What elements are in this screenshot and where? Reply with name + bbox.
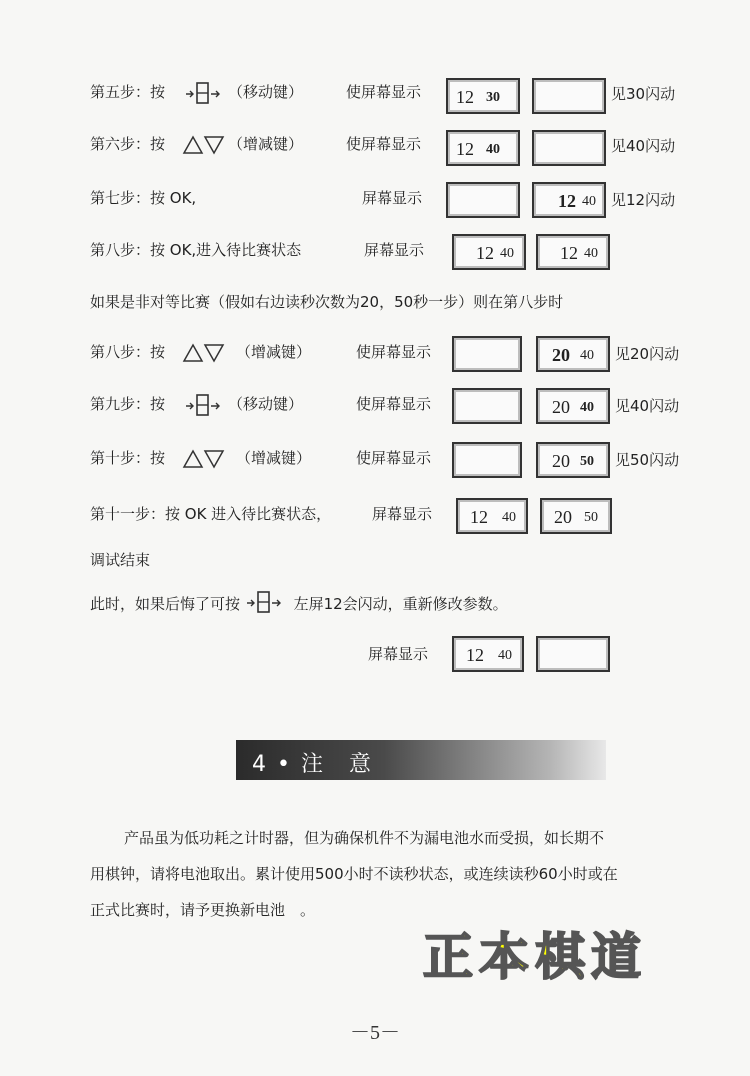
- screen-small: 40: [486, 142, 500, 157]
- screen-big: 12: [558, 191, 576, 211]
- action-text: 使屏幕显示: [356, 395, 432, 413]
- left-screen: [446, 78, 520, 114]
- left-screen: [446, 130, 520, 166]
- action-text: 使屏幕显示: [356, 343, 432, 361]
- right-screen: [536, 636, 610, 672]
- left-screen: [452, 388, 522, 424]
- regret-text-before: 此时，如果后悔了可按: [90, 595, 241, 613]
- action-text: 使屏幕显示: [356, 449, 432, 467]
- flash-note: 见30闪动: [611, 85, 676, 103]
- section-title: 注 意: [300, 752, 373, 777]
- screen-big: 20: [552, 345, 570, 365]
- screen-big: 20: [552, 451, 570, 471]
- screen-small: 40: [500, 246, 514, 261]
- svg-text:正本棋道: 正本棋道: [423, 927, 647, 986]
- asym-step-9-row: [90, 386, 710, 426]
- right-screen: [532, 182, 606, 218]
- move-key-icon: [184, 81, 228, 105]
- page-number: －5－: [350, 1022, 400, 1044]
- key-name: （移动键）: [228, 395, 304, 413]
- regret-line: [90, 590, 710, 614]
- action-text: 屏幕显示: [364, 241, 425, 259]
- flash-note: 见40闪动: [615, 397, 680, 415]
- screen-big: 12: [560, 243, 578, 263]
- screen-small: 40: [582, 194, 596, 209]
- triangle-up-down-icon: [182, 448, 226, 470]
- screen-small: 40: [580, 400, 594, 415]
- key-name: （增减键）: [236, 343, 312, 361]
- screen-big: 12: [466, 645, 484, 665]
- action-text: 屏幕显示: [368, 645, 429, 663]
- screen-small: 40: [584, 246, 598, 261]
- screen-big: 12: [456, 139, 474, 159]
- left-screen: [452, 442, 522, 478]
- right-screen: [532, 78, 606, 114]
- asymmetric-intro: 如果是非对等比赛（假如右边读秒次数为20，50秒一步）则在第八步时: [90, 293, 564, 311]
- notice-line-3: 正式比赛时，请予更换新电池 。: [90, 901, 316, 919]
- right-screen: [536, 442, 610, 478]
- asym-step-11-row: [90, 496, 710, 536]
- screen-big: 20: [552, 397, 570, 417]
- step-label: 第七步：按 OK,: [90, 189, 197, 207]
- screen-big: 12: [456, 87, 474, 107]
- right-screen: [536, 234, 610, 270]
- flash-note: 见40闪动: [611, 137, 676, 155]
- screen-big: 12: [470, 507, 488, 527]
- screen-big: 12: [476, 243, 494, 263]
- action-text: 屏幕显示: [372, 505, 433, 523]
- key-name: （增减键）: [236, 449, 312, 467]
- screen-small: 40: [502, 510, 516, 525]
- action-text: 使屏幕显示: [346, 135, 422, 153]
- right-screen: [532, 130, 606, 166]
- key-name: （移动键）: [228, 83, 304, 101]
- section-header: [252, 747, 373, 778]
- left-screen: [456, 498, 528, 534]
- screen-small: 50: [580, 454, 594, 469]
- brand-logo: [405, 920, 665, 990]
- step-label: 第五步：按: [90, 83, 166, 101]
- right-screen: [536, 388, 610, 424]
- left-screen: [446, 182, 520, 218]
- action-text: 屏幕显示: [362, 189, 423, 207]
- step-8-row: [90, 234, 710, 274]
- screen-small: 30: [486, 90, 500, 105]
- key-name: （增减键）: [228, 135, 304, 153]
- step-label: 第八步：按: [90, 343, 166, 361]
- screen-small: 50: [584, 510, 598, 525]
- screen-small: 40: [580, 348, 594, 363]
- step-7-row: [90, 182, 710, 222]
- step-6-row: [90, 130, 710, 170]
- triangle-up-down-icon: [182, 134, 226, 156]
- notice-line-1: 产品虽为低功耗之计时器，但为确保机件不为漏电池水而受损，如长期不: [124, 829, 605, 847]
- triangle-up-down-icon: [182, 342, 226, 364]
- asym-step-8-row: [90, 334, 710, 374]
- section-number: 4: [252, 752, 268, 777]
- move-key-icon: [184, 393, 228, 417]
- section-bullet: •: [277, 752, 292, 777]
- screen-big: 20: [554, 507, 572, 527]
- flash-note: 见20闪动: [615, 345, 680, 363]
- right-screen: [536, 336, 610, 372]
- right-screen: [540, 498, 612, 534]
- left-screen: [452, 636, 524, 672]
- step-label: 第八步：按 OK,进入待比赛状态: [90, 241, 302, 259]
- debug-end-label: 调试结束: [90, 551, 151, 569]
- step-label: 第九步：按: [90, 395, 166, 413]
- regret-text-after: 左屏12会闪动，重新修改参数。: [293, 595, 508, 613]
- left-screen: [452, 234, 526, 270]
- move-key-icon: [245, 590, 289, 614]
- step-label: 第十一步：按 OK 进入待比赛状态，: [90, 505, 332, 523]
- step-label: 第六步：按: [90, 135, 166, 153]
- asym-step-10-row: [90, 440, 710, 480]
- flash-note: 见50闪动: [615, 451, 680, 469]
- step-5-row: [90, 78, 710, 118]
- action-text: 使屏幕显示: [346, 83, 422, 101]
- final-display-row: [90, 634, 710, 674]
- step-label: 第十步：按: [90, 449, 166, 467]
- left-screen: [452, 336, 522, 372]
- notice-line-2: 用棋钟，请将电池取出。累计使用500小时不读秒状态，或连续读秒60小时或在: [90, 865, 618, 883]
- screen-small: 40: [498, 648, 512, 663]
- flash-note: 见12闪动: [611, 191, 676, 209]
